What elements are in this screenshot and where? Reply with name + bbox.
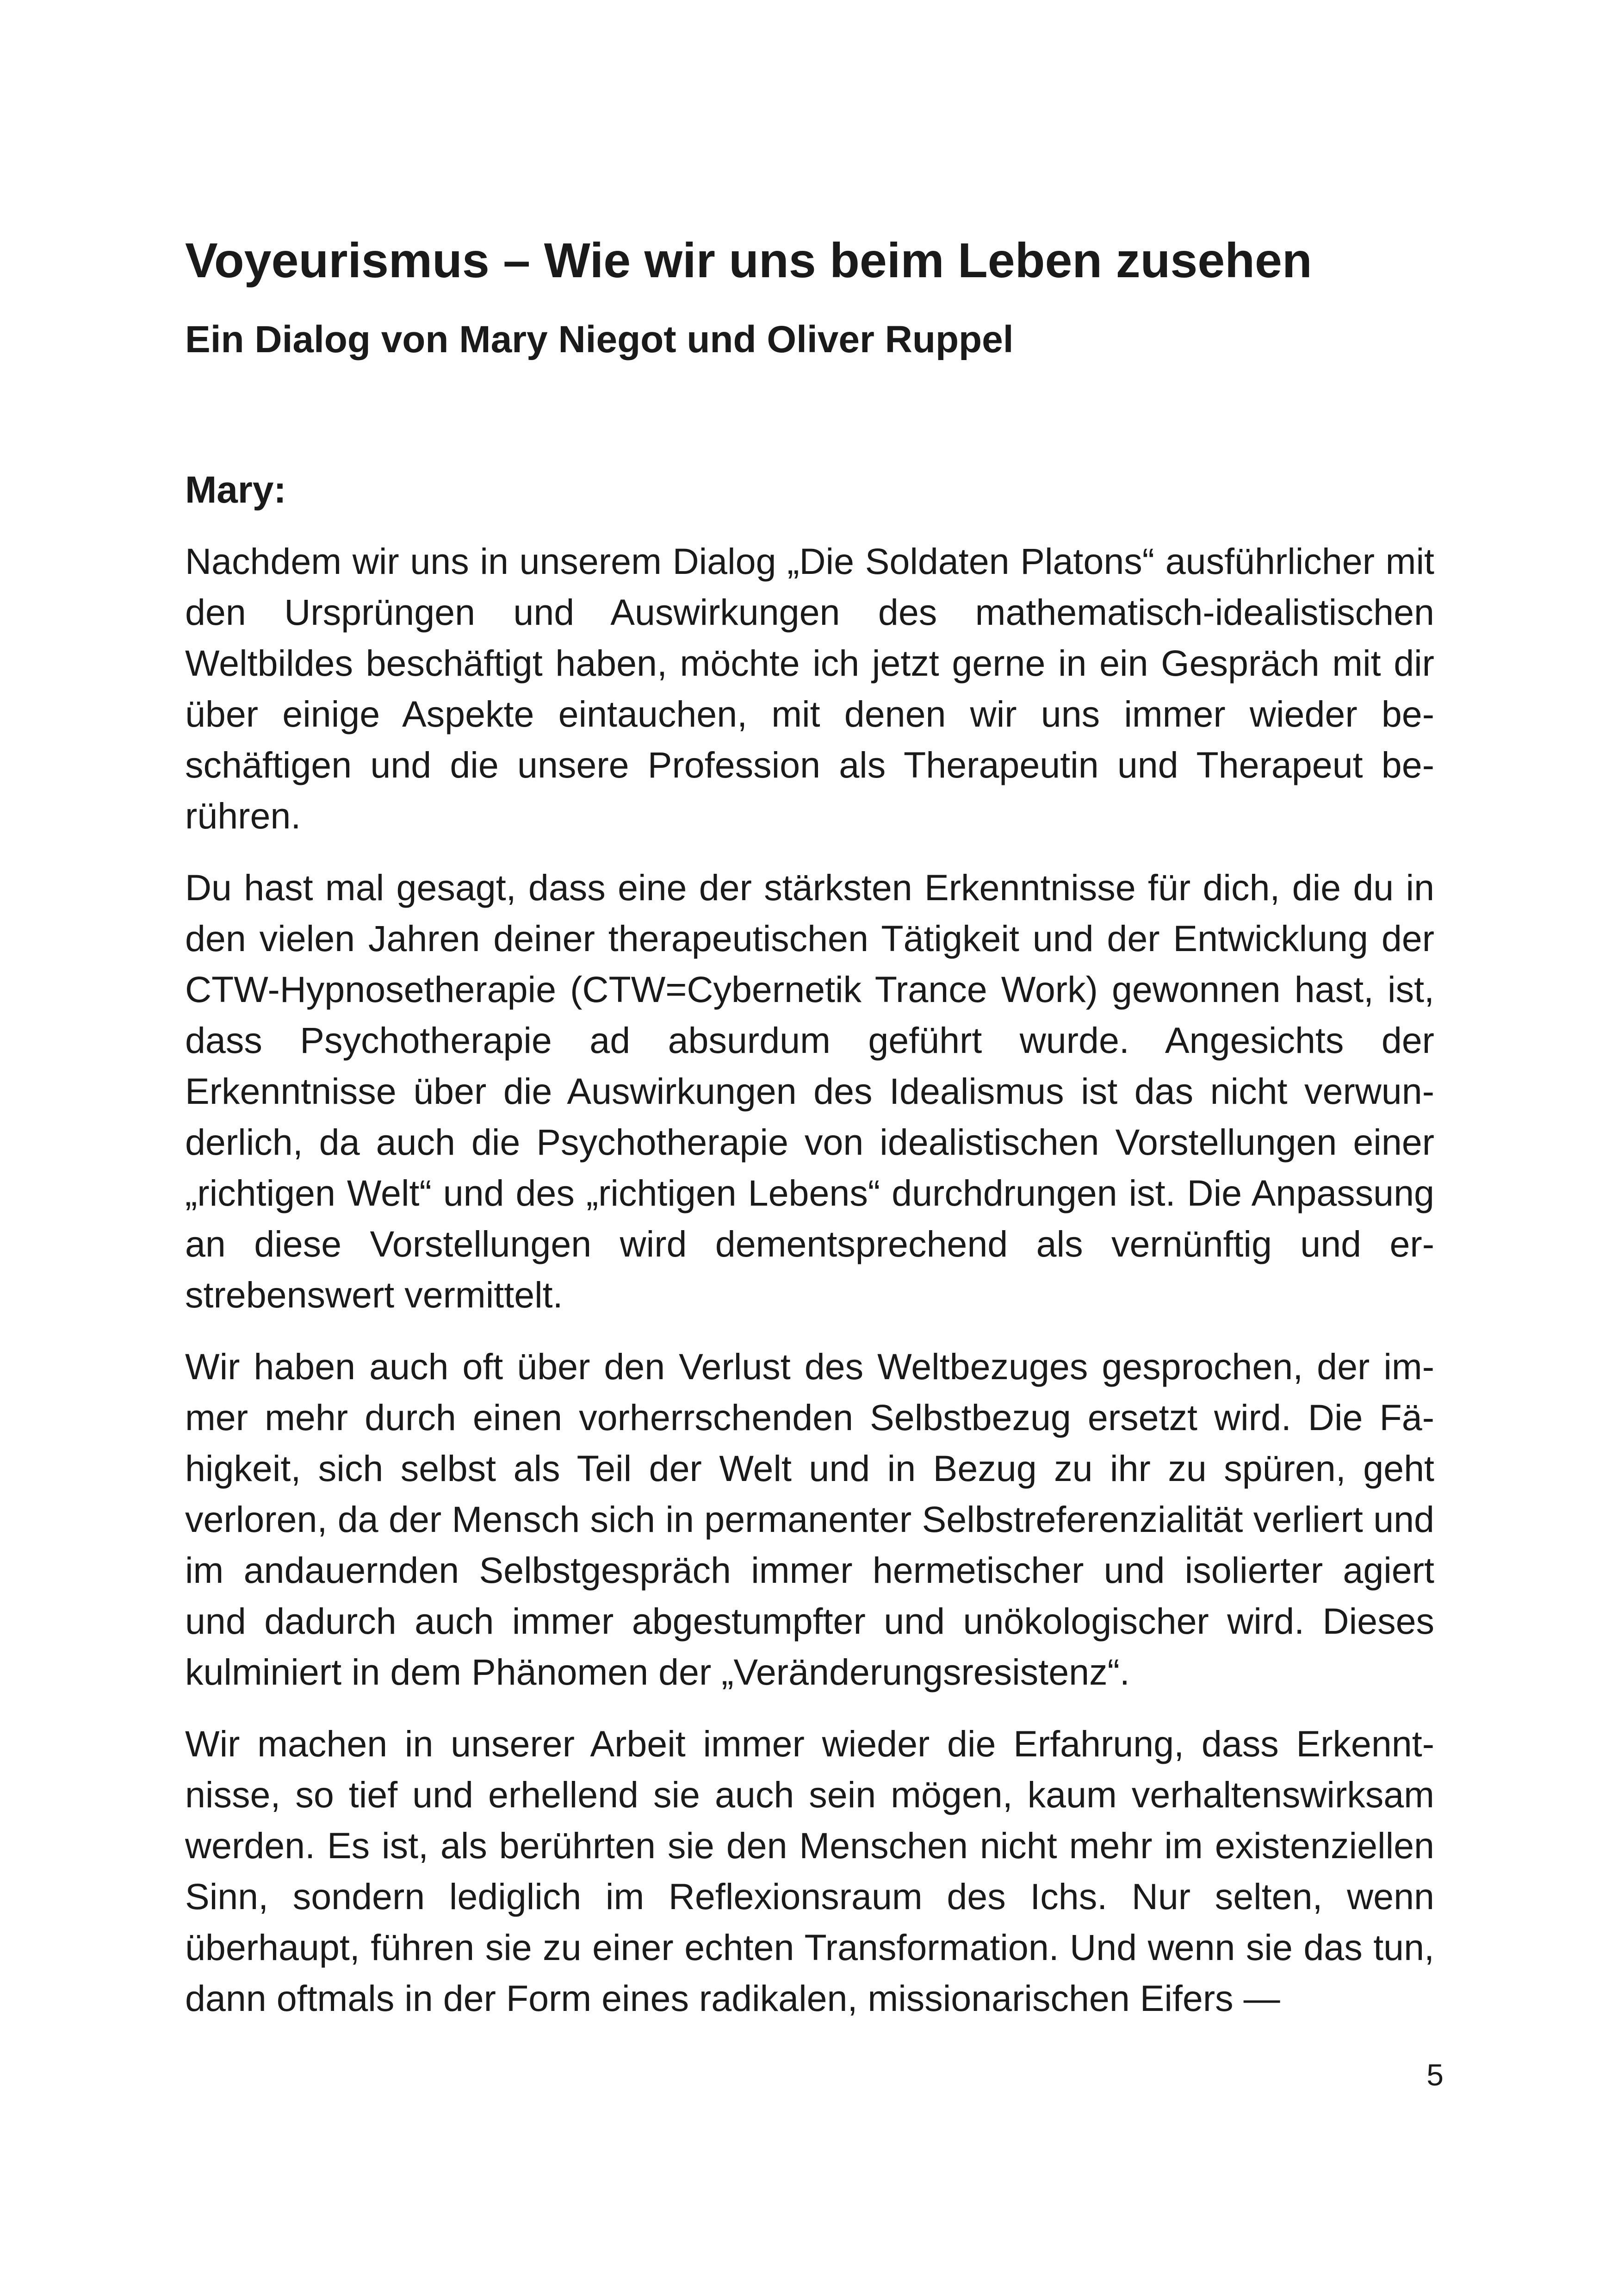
speaker-label: Mary: [185,469,286,511]
page-number: 5 [1426,2058,1444,2092]
paragraph-2: Du hast mal gesagt, dass eine der stärksten Erkenntnisse für dich, die du in den vielen Jahren deiner therapeutischen Tätigkeit und der Entwicklung der CTW-Hypnosetherapie (CTW=Cybernetik Trance Work) gewonnen hast, ist, dass Psychotherapie ad absurdum geführt wurde. Angesichts der Erkenntnisse über die Auswirkungen des Idealismus ist das nicht verwunderlich, da auch die Psychotherapie von idealistischen Vorstellungen einer „richtigen Welt“ und des „richtigen Lebens“ durchdrungen ist. Die Anpassung an diese Vorstellungen wird dementsprechend als vernünftig und erstrebenswert vermittelt. [185,867,1434,1315]
paragraph-4: Wir machen in unserer Arbeit immer wieder die Erfahrung, dass Erkenntnisse, so tief und erhellend sie auch sein mögen, kaum verhaltenswirksam werden. Es ist, als berührten sie den Menschen nicht mehr im existenziellen Sinn, sondern lediglich im Reflexionsraum des Ichs. Nur selten, wenn überhaupt, führen sie zu einer echten Transformation. Und wenn sie das tun, dann oftmals in der Form eines radikalen, missionarischen Eifers — [185,1723,1434,2019]
page-title: Voyeurismus – Wie wir uns beim Leben zusehen [185,233,1312,288]
page-subtitle: Ein Dialog von Mary Niegot und Oliver Ruppel [185,318,1014,361]
paragraph-3: Wir haben auch oft über den Verlust des Weltbezuges gesprochen, der immer mehr durch einen vorherrschenden Selbstbezug ersetzt wird. Die Fähigkeit, sich selbst als Teil der Welt und in Bezug zu ihr zu spüren, geht verloren, da der Mensch sich in permanenter Selbstreferenzialität verliert und im andauernden Selbstgespräch immer hermetischer und isolierter agiert und dadurch auch immer abgestumpfter und unökologischer wird. Dieses kulminiert in dem Phänomen der „Veränderungsresistenz“. [185,1346,1434,1692]
paragraph-1: Nachdem wir uns in unserem Dialog „Die Soldaten Platons“ ausführlicher mit den Ursprüngen und Auswirkungen des mathematisch-idealistischen Weltbildes beschäftigt haben, möchte ich jetzt gerne in ein Gespräch mit dir über einige Aspekte eintauchen, mit denen wir uns immer wieder beschäftigen und die unsere Profession als Therapeutin und Therapeut berühren. [185,541,1434,836]
body-text [185,536,1434,2045]
